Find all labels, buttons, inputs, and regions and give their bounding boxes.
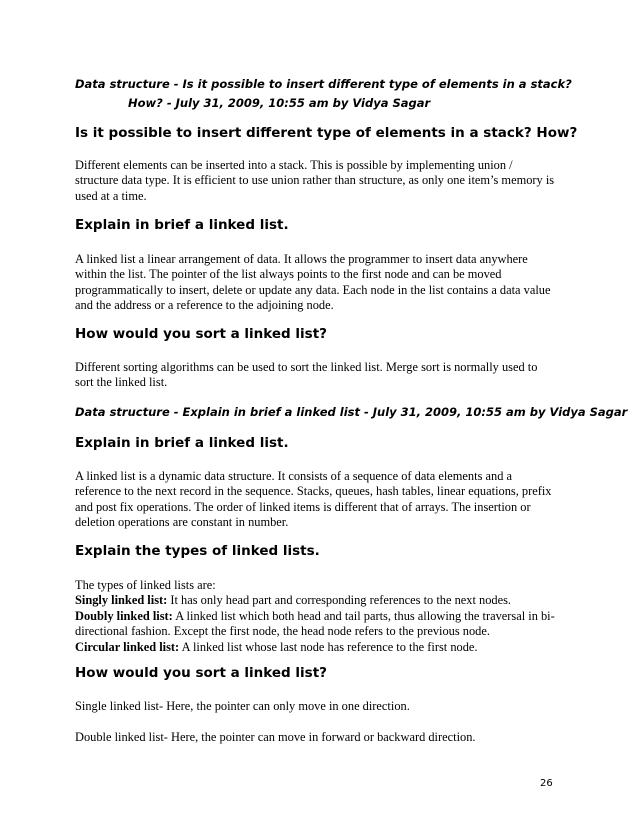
paragraph-line: used at a time. (75, 188, 147, 203)
section-heading-linked-list-types: Explain the types of linked lists. (75, 543, 320, 559)
page-number: 26 (540, 778, 553, 789)
paragraph-linked-list-types (75, 578, 565, 655)
article-header-1-line2: How? - July 31, 2009, 10:55 am by Vidya Sagar (128, 96, 431, 110)
term-doubly: Doubly linked list: (75, 608, 173, 623)
paragraph-line: programmatically to insert, delete or update any data. Each node in the list contains a data value (75, 282, 551, 297)
paragraph-line: Single linked list- Here, the pointer can only move in one direction. (75, 699, 410, 713)
list-item-singly (75, 593, 565, 608)
paragraph-line: A linked list is a dynamic data structure. It consists of a sequence of data elements and a (75, 469, 512, 483)
paragraph-double-linked-list (75, 730, 565, 745)
paragraph-line: A linked list a linear arrangement of data. It allows the programmer to insert data anywhere (75, 252, 528, 266)
paragraph-line: and the address or a reference to the adjoining node. (75, 298, 334, 313)
paragraph-line: structure data type. It is efficient to use union rather than structure, as only one item’s memory is (75, 173, 555, 188)
definition-circular: A linked list whose last node has reference to the first node. (179, 639, 478, 654)
paragraph-sort-linked-list (75, 360, 565, 391)
paragraph-linked-list-dynamic (75, 469, 565, 531)
list-item-circular (75, 640, 565, 655)
term-circular: Circular linked list: (75, 639, 180, 654)
paragraph-stack-types (75, 158, 565, 204)
paragraph-line: The types of linked lists are: (75, 578, 216, 592)
paragraph-line: sort the linked list. (75, 375, 168, 390)
paragraph-line: and post fix operations. The order of linked items is different that of arrays. The insertion or (75, 499, 531, 514)
section-heading-sort-linked-list: How would you sort a linked list? (75, 326, 327, 342)
paragraph-single-linked-list (75, 699, 565, 714)
list-item-doubly (75, 609, 565, 624)
paragraph-line: deletion operations are constant in number. (75, 515, 289, 530)
article-header-1-line1: Data structure - Is it possible to insert different type of elements in a stack? (75, 77, 572, 91)
term-singly: Singly linked list: (75, 593, 168, 608)
section-heading-stack-types: Is it possible to insert different type of elements in a stack? How? (75, 125, 578, 141)
paragraph-line: directional fashion. Except the first node, the head node refers to the previous node. (75, 624, 490, 639)
section-heading-linked-list-brief-2: Explain in brief a linked list. (75, 435, 289, 451)
paragraph-line: Different sorting algorithms can be used to sort the linked list. Merge sort is normally used to (75, 360, 538, 374)
paragraph-line: within the list. The pointer of the list always points to the first node and can be moved (75, 267, 502, 282)
article-header-2: Data structure - Explain in brief a linked list - July 31, 2009, 10:55 am by Vidya Sagar (75, 405, 628, 419)
definition-singly: It has only head part and corresponding references to the next nodes. (167, 593, 512, 608)
section-heading-linked-list-brief: Explain in brief a linked list. (75, 217, 289, 233)
definition-doubly: A linked list which both head and tail parts, thus allowing the traversal in bi- (172, 608, 555, 623)
paragraph-line: Different elements can be inserted into a stack. This is possible by implementing union / (75, 158, 513, 172)
paragraph-line: Double linked list- Here, the pointer can move in forward or backward direction. (75, 730, 476, 744)
paragraph-linked-list-brief (75, 252, 565, 314)
paragraph-line: reference to the next record in the sequence. Stacks, queues, hash tables, linear equations, prefix (75, 484, 552, 499)
section-heading-sort-linked-list-2: How would you sort a linked list? (75, 665, 327, 681)
